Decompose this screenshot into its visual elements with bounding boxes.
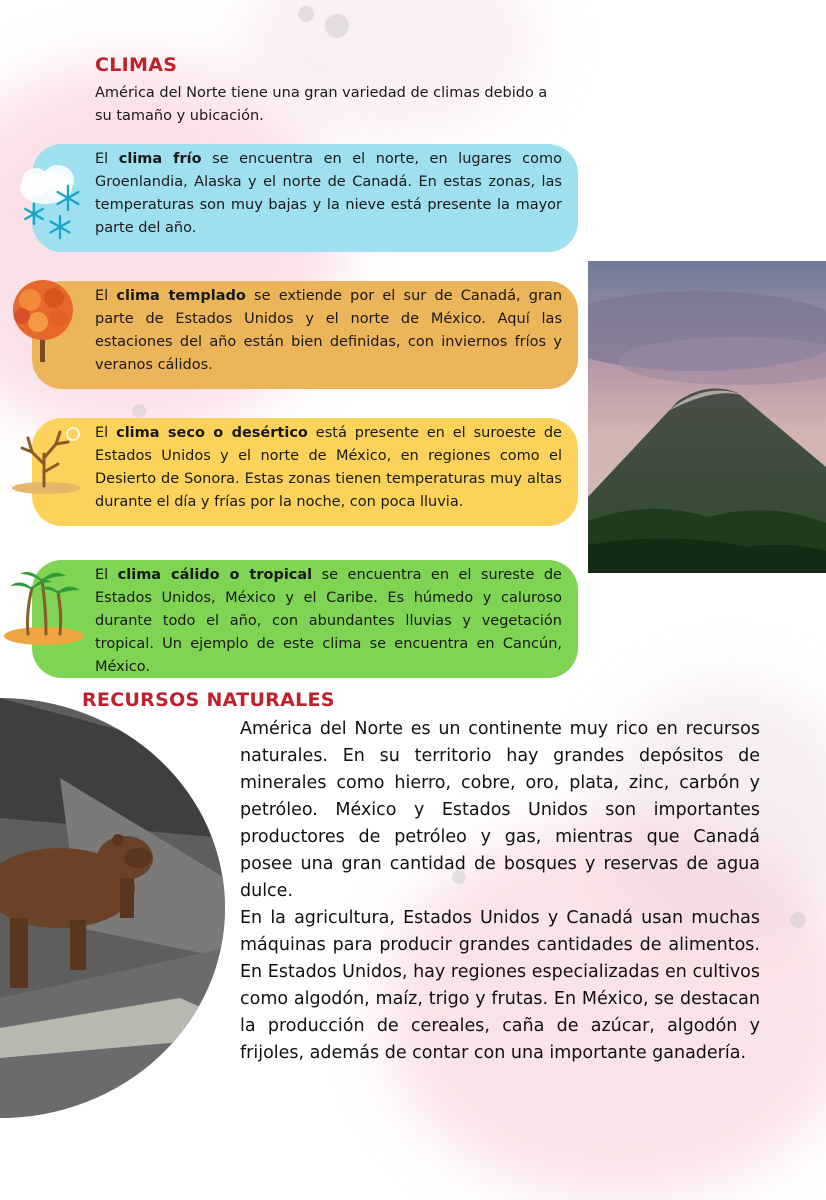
- card-text: El clima cálido o tropical se encuentra en el sureste de Estados Unidos, México y el Caribe. Es húmedo y caluroso durante todo el año, con abundantes lluvias y vegetación tropical. Un ejemplo de este clima se encuentra en Cancún, México.: [95, 567, 562, 675]
- snow-cloud-icon: [16, 156, 88, 246]
- paint-splatter: [298, 6, 314, 22]
- card-text: El clima frío se encuentra en el norte, en lugares como Groenlandia, Alaska y el norte de Canadá. En estas zonas, las temperaturas son muy bajas y la nieve está presente la mayor parte del año.: [95, 151, 562, 236]
- paint-splatter: [790, 912, 806, 928]
- card-clima-seco: [32, 418, 578, 526]
- dry-tree-icon: [10, 424, 82, 498]
- recursos-paragraph-2: En la agricultura, Estados Unidos y Canadá usan muchas máquinas para producir grandes cantidades de alimentos. En Estados Unidos, hay regiones especializadas en cultivos como algodón, maíz, trigo y frutas. En México, se destacan la producción de cereales, caña de azúcar, algodón y frijoles, además de contar con una importante ganadería.: [240, 908, 760, 1063]
- card-text: El clima templado se extiende por el sur de Canadá, gran parte de Estados Unidos y el norte de México. Aquí las estaciones del año están bien definidas, con inviernos fríos y veranos cálidos.: [95, 288, 563, 373]
- climas-intro: América del Norte tiene una gran variedad de climas debido a su tamaño y ubicación.: [95, 85, 548, 124]
- mink-photo: [0, 698, 225, 1118]
- autumn-tree-icon: [8, 278, 78, 364]
- volcano-photo: [588, 261, 826, 573]
- section-title-recursos: RECURSOS NATURALES: [82, 689, 335, 711]
- paint-splatter: [325, 14, 349, 38]
- card-clima-templado: [32, 281, 578, 389]
- section-title-climas: CLIMAS: [95, 54, 178, 76]
- card-clima-tropical: [32, 560, 578, 678]
- card-text: El clima seco o desértico está presente en el suroeste de Estados Unidos y el norte de México, en regiones como el Desierto de Sonora. Estas zonas tienen temperaturas muy altas durante el día y frías por la noche, con poca lluvia.: [95, 425, 562, 510]
- paint-splatter: [132, 404, 146, 418]
- palm-island-icon: [2, 564, 86, 648]
- recursos-paragraph-1: América del Norte es un continente muy rico en recursos naturales. En su territorio hay grandes depósitos de minerales como hierro, cobre, oro, plata, zinc, carbón y petróleo. México y Estados Unidos son importantes productores de petróleo y gas, mientras que Canadá posee una gran cantidad de bosques y reservas de agua dulce.: [240, 719, 760, 901]
- card-clima-frio: [32, 144, 578, 252]
